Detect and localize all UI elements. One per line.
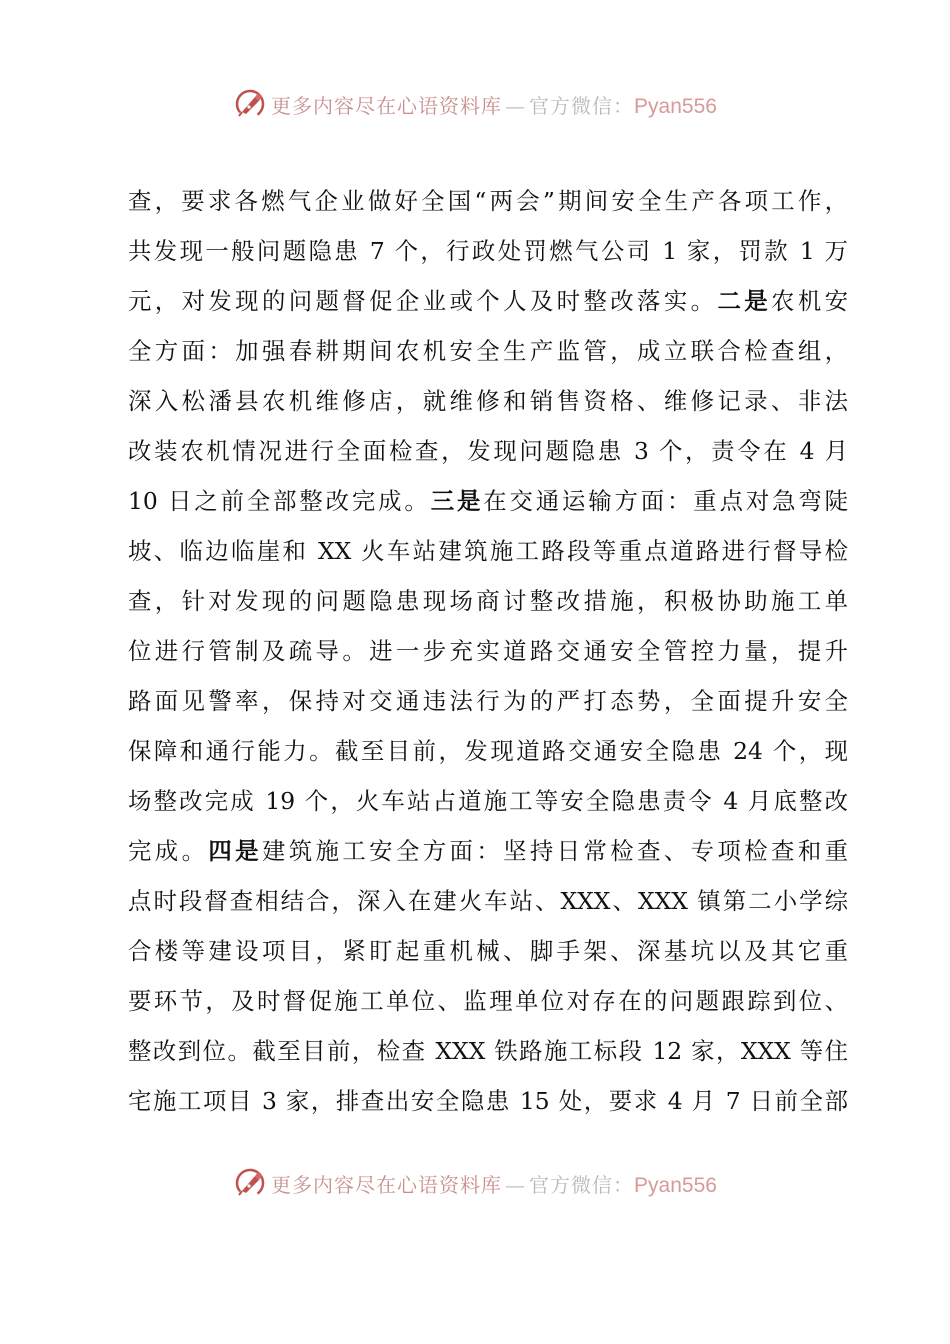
text-segment: 场整改完成 19 个，火车站占道施工等安全隐患责令 4 月底整改 xyxy=(128,787,848,815)
text-line xyxy=(128,226,848,276)
text-segment: 完成。 xyxy=(128,837,209,865)
footer-wechat-id: Pyan556 xyxy=(634,1173,717,1197)
text-line xyxy=(128,676,848,726)
text-segment: 整改到位。截至目前，检查 XXX 铁路施工标段 12 家，XXX 等住 xyxy=(128,1037,848,1065)
text-segment: 建筑施工安全方面：坚持日常检查、专项检查和重 xyxy=(261,837,849,865)
text-segment: 坡、临边临崖和 XX 火车站建筑施工路段等重点道路进行督导检 xyxy=(128,537,848,565)
text-line xyxy=(128,976,848,1026)
pen-nib-logo-icon xyxy=(233,1166,267,1200)
text-line xyxy=(128,926,848,976)
bold-heading-marker: 四是 xyxy=(208,837,262,865)
text-segment: 10 日之前全部整改完成。 xyxy=(128,487,431,515)
text-segment: 查，针对发现的问题隐患现场商讨整改措施，积极协助施工单 xyxy=(128,587,848,615)
header-brand-text: 更多内容尽在心语资料库 xyxy=(271,93,503,118)
text-line xyxy=(128,1026,848,1076)
footer-wechat-label: 官方微信： xyxy=(529,1172,635,1197)
text-segment: 全方面：加强春耕期间农机安全生产监管，成立联合检查组， xyxy=(128,337,848,365)
text-segment: 深入松潘县农机维修店，就维修和销售资格、维修记录、非法 xyxy=(128,387,848,415)
text-segment: 宅施工项目 3 家，排查出安全隐患 15 处，要求 4 月 7 日前全部 xyxy=(128,1087,848,1115)
text-segment: 元，对发现的问题督促企业或个人及时整改落实。 xyxy=(128,287,718,315)
text-line xyxy=(128,326,848,376)
text-line xyxy=(128,476,848,526)
text-line xyxy=(128,876,848,926)
text-line xyxy=(128,276,848,326)
bold-heading-marker: 三是 xyxy=(430,487,484,515)
text-segment: 查，要求各燃气企业做好全国“两会”期间安全生产各项工作， xyxy=(128,187,848,215)
header-separator: — xyxy=(505,93,527,118)
header-watermark-banner xyxy=(0,84,950,124)
text-line xyxy=(128,376,848,426)
footer-banner-text xyxy=(271,1169,717,1198)
text-segment: 要环节，及时督促施工单位、监理单位对存在的问题跟踪到位、 xyxy=(128,987,848,1015)
text-segment: 保障和通行能力。截至目前，发现道路交通安全隐患 24 个，现 xyxy=(128,737,848,765)
header-wechat-label: 官方微信： xyxy=(529,93,635,118)
text-line xyxy=(128,526,848,576)
footer-watermark-banner xyxy=(0,1163,950,1203)
text-segment: 点时段督查相结合，深入在建火车站、XXX、XXX 镇第二小学综 xyxy=(128,887,848,915)
document-body xyxy=(128,176,848,1126)
text-segment: 位进行管制及疏导。进一步充实道路交通安全管控力量，提升 xyxy=(128,637,848,665)
text-segment: 路面见警率，保持对交通违法行为的严打态势，全面提升安全 xyxy=(128,687,848,715)
header-wechat-id: Pyan556 xyxy=(634,94,717,118)
bold-heading-marker: 二是 xyxy=(717,287,772,315)
footer-brand-text: 更多内容尽在心语资料库 xyxy=(271,1172,503,1197)
text-line xyxy=(128,426,848,476)
footer-separator: — xyxy=(505,1172,527,1197)
text-segment: 在交通运输方面：重点对急弯陡 xyxy=(483,487,849,515)
text-line xyxy=(128,776,848,826)
text-line xyxy=(128,1076,848,1126)
text-line xyxy=(128,626,848,676)
text-line xyxy=(128,176,848,226)
text-segment: 共发现一般问题隐患 7 个，行政处罚燃气公司 1 家，罚款 1 万 xyxy=(128,237,848,265)
text-segment: 合楼等建设项目，紧盯起重机械、脚手架、深基坑以及其它重 xyxy=(128,937,848,965)
text-segment: 农机安 xyxy=(771,287,849,315)
text-line xyxy=(128,726,848,776)
text-segment: 改装农机情况进行全面检查，发现问题隐患 3 个，责令在 4 月 xyxy=(128,437,848,465)
text-line xyxy=(128,826,848,876)
text-line xyxy=(128,576,848,626)
header-banner-text xyxy=(271,90,717,119)
pen-nib-logo-icon xyxy=(233,87,267,121)
